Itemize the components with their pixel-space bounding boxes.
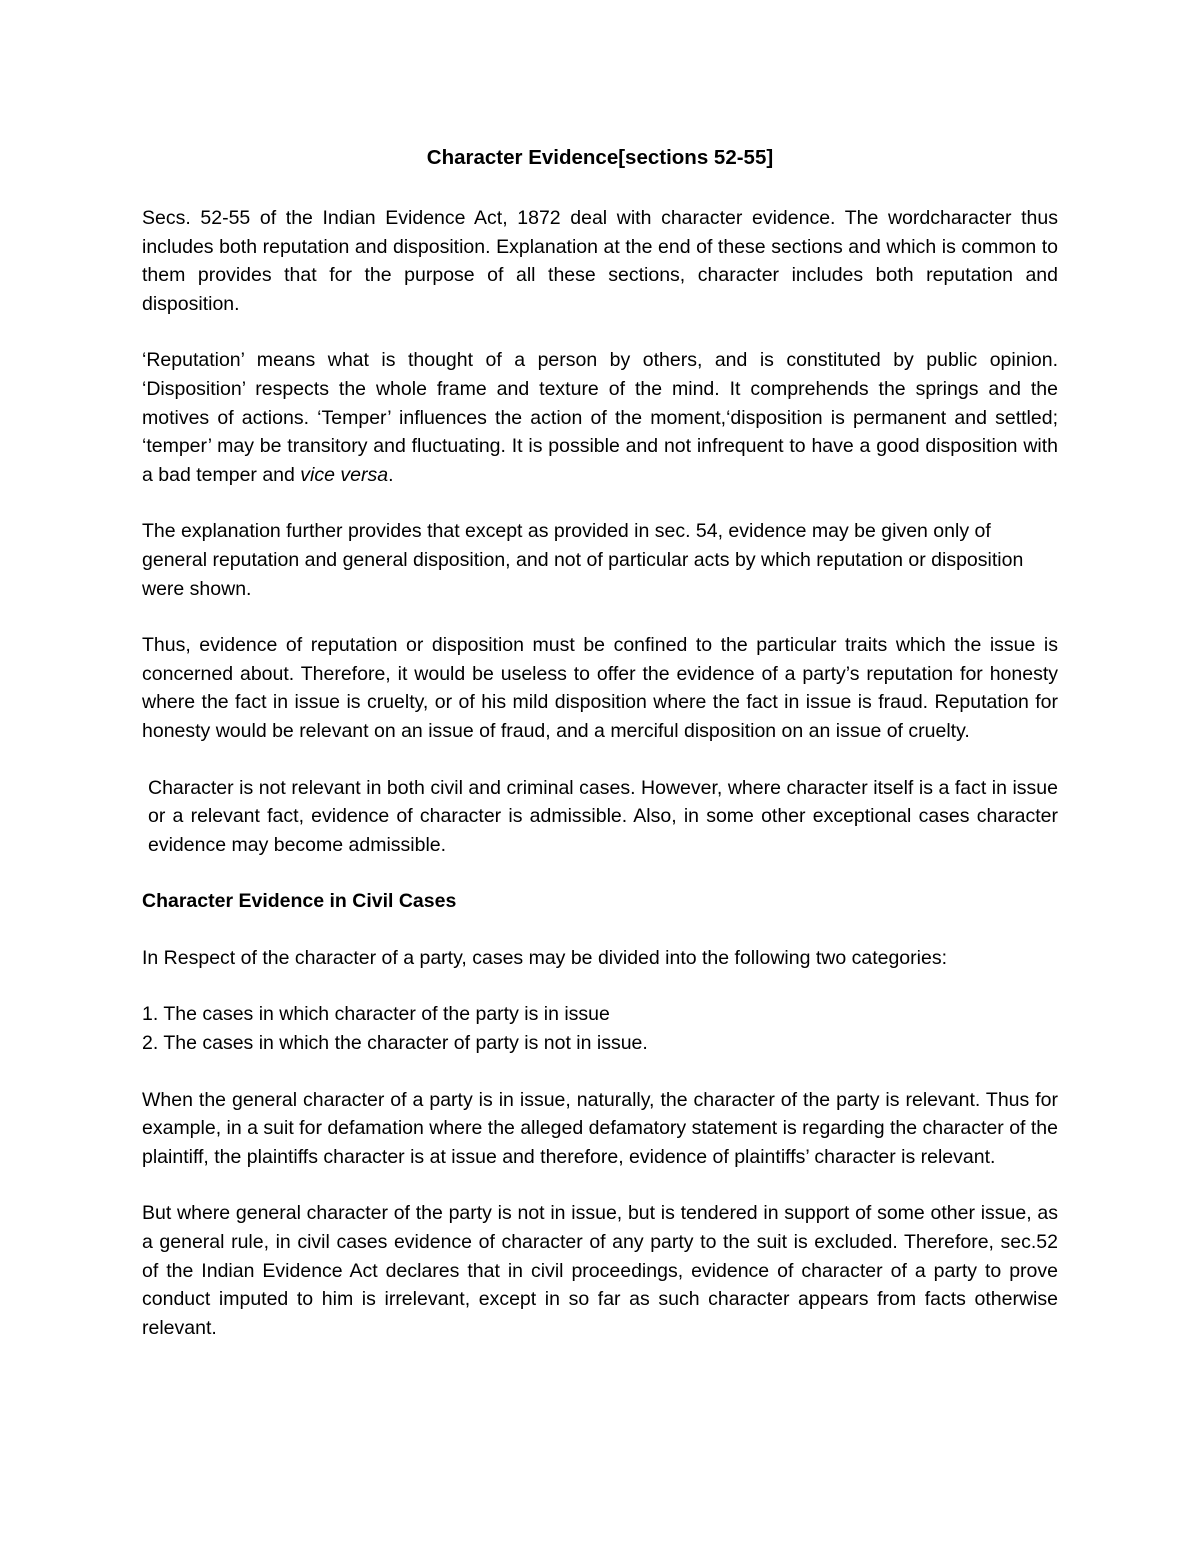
paragraph-categories-intro: In Respect of the character of a party, cases may be divided into the following two categories: — [142, 946, 947, 969]
document-title: Character Evidence[sections 52-55] — [426, 146, 774, 169]
list-item: 1. The cases in which character of the party is in issue — [142, 1003, 610, 1026]
paragraph-character-in-issue: When the general character of a party is in issue, naturally, the character of the party is relevant. Thus for example, in a suit for defamation where the alleged defamatory statement is regarding the character of the plaintiff, the plaintiffs character is at issue and therefore, evidence of plaintiffs’ character is relevant. — [142, 1088, 1058, 1168]
paragraph-reputation-end: . — [388, 463, 394, 486]
paragraph-relevance: Character is not relevant in both civil and criminal cases. However, where character itself is a fact in issue or a relevant fact, evidence of character is admissible. Also, in some other exceptional cases character evidence may become admissible. — [148, 776, 1058, 856]
paragraph-reputation-disposition — [142, 346, 1058, 489]
paragraph-character-not-in-issue: But where general character of the party is not in issue, but is tendered in support of some other issue, as a general rule, in civil cases evidence of character of any party to the suit is excluded. Therefore, sec.52 of the Indian Evidence Act declares that in civil proceedings, evidence of character of a party to prove conduct imputed to him is irrelevant, except in so far as such character appears from facts otherwise relevant. — [142, 1202, 1058, 1339]
categories-list — [142, 1000, 1058, 1057]
document-page — [142, 144, 1058, 1370]
section-heading-civil-cases: Character Evidence in Civil Cases — [142, 890, 457, 913]
paragraph-intro: Secs. 52-55 of the Indian Evidence Act, 1872 deal with character evidence. The wordcharacter thus includes both reputation and disposition. Explanation at the end of these sections and which is common to them provides that for the purpose of all these sections, character includes both reputation and disposition. — [142, 207, 1058, 315]
paragraph-reputation-text: ‘Reputation’ means what is thought of a person by others, and is constituted by public opinion. ‘Disposition’ respects the whole frame and texture of the mind. It comprehends the springs and the motives of actions. ‘Temper’ influences the action of the moment,‘disposition is permanent and settled; ‘temper’ may be transitory and fluctuating. It is possible and not infrequent to have a good disposition with a bad temper and — [142, 349, 1058, 486]
paragraph-explanation: The explanation further provides that except as provided in sec. 54, evidence may be given only of general reputation and general disposition, and not of particular acts by which reputation or disposition were shown. — [142, 520, 1024, 600]
paragraph-traits: Thus, evidence of reputation or disposition must be confined to the particular traits which the issue is concerned about. Therefore, it would be useless to offer the evidence of a party’s reputation for honesty where the fact in issue is cruelty, or of his mild disposition where the fact in issue is fraud. Reputation for honesty would be relevant on an issue of fraud, and a merciful disposition on an issue of cruelty. — [142, 634, 1058, 742]
vice-versa-italic: vice versa — [300, 463, 389, 486]
list-item: 2. The cases in which the character of party is not in issue. — [142, 1032, 648, 1055]
